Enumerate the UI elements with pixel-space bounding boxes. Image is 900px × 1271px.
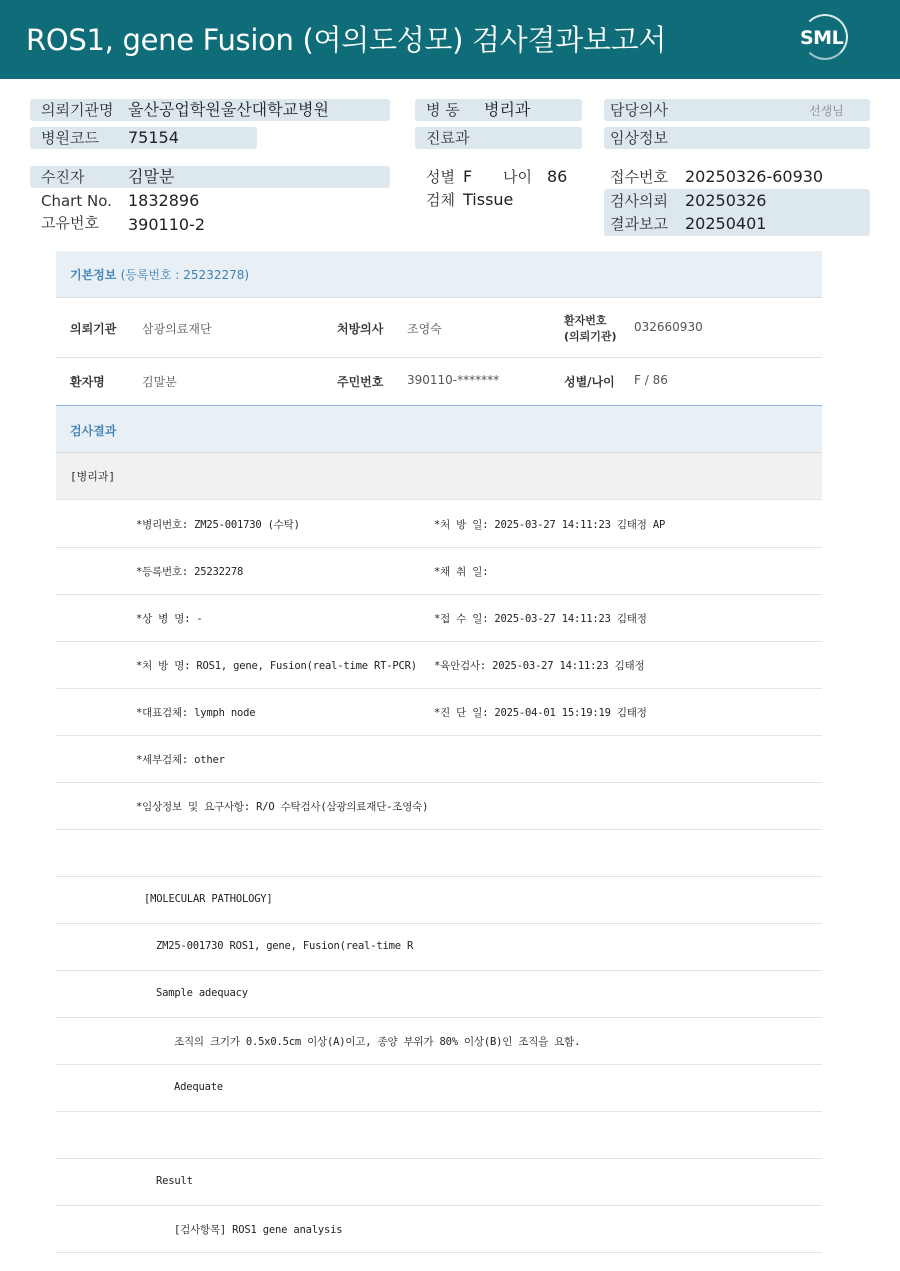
result-row-left: *임상정보 및 요구사항: R/O 수탁검사(삼광의료재단-조영숙) bbox=[136, 801, 429, 813]
result-row bbox=[56, 736, 822, 783]
unique-label: 고유번호 bbox=[41, 214, 99, 232]
clinical-label: 임상정보 bbox=[610, 129, 668, 147]
rrn-value: 390110-******* bbox=[407, 373, 500, 387]
result-row bbox=[56, 642, 822, 689]
result-body-line bbox=[56, 1206, 822, 1253]
result-body-line bbox=[56, 830, 822, 877]
report-panel bbox=[56, 251, 822, 1271]
result-row-left: *처 방 명: ROS1, gene, Fusion(real-time RT-PCR) bbox=[136, 660, 417, 672]
basic-info-row-1 bbox=[56, 298, 822, 358]
result-row bbox=[56, 783, 822, 830]
specimen-label: 검체 bbox=[426, 191, 455, 209]
result-row-right: *채 취 일: bbox=[434, 566, 489, 578]
name-label: 환자명 bbox=[70, 375, 105, 389]
result-body-line bbox=[56, 1065, 822, 1112]
result-row-right: *접 수 일: 2025-03-27 14:11:23 김태정 bbox=[434, 613, 647, 625]
result-body-line bbox=[56, 1018, 822, 1065]
ward-value: 병리과 bbox=[484, 100, 531, 119]
result-row-left: *세부검체: other bbox=[136, 754, 225, 766]
sexage-value: F / 86 bbox=[634, 373, 668, 387]
result-row-left: *대표검체: lymph node bbox=[136, 707, 256, 719]
hospital-code-label: 병원코드 bbox=[41, 129, 99, 147]
result-body-line bbox=[56, 971, 822, 1018]
section-pathology bbox=[56, 453, 822, 500]
results-title: 검사결과 bbox=[70, 424, 117, 438]
report-value: 20250401 bbox=[685, 214, 767, 233]
receipt-value: 20250326-60930 bbox=[685, 167, 824, 186]
result-body-text: Result bbox=[156, 1175, 193, 1187]
doctor-label: 담당의사 bbox=[610, 101, 668, 119]
basic-info-title bbox=[70, 266, 249, 283]
result-body-text: Sample adequacy bbox=[156, 987, 248, 999]
pt-no-value: 032660930 bbox=[634, 320, 703, 334]
chart-value: 1832896 bbox=[128, 191, 200, 210]
sml-logo bbox=[796, 12, 854, 66]
age-label: 나이 bbox=[503, 168, 532, 186]
logo-text: SML bbox=[800, 27, 844, 49]
results-header bbox=[56, 406, 822, 453]
sex-value: F bbox=[463, 167, 473, 186]
basic-info-reg-number: (등록번호 : 25232278) bbox=[120, 268, 250, 282]
result-body-text: 조직의 크기가 0.5x0.5cm 이상(A)이고, 종양 부위가 80% 이상(B)인 조직을 요함. bbox=[174, 1036, 581, 1048]
report-header bbox=[0, 0, 900, 79]
unique-value: 390110-2 bbox=[128, 215, 206, 234]
result-row-left: *등록번호: 25232278 bbox=[136, 566, 244, 578]
result-row-right: *처 방 일: 2025-03-27 14:11:23 김태정 AP bbox=[434, 519, 666, 531]
requesting-org-value: 울산공업학원울산대학교병원 bbox=[128, 100, 329, 119]
department-label: 진료과 bbox=[426, 129, 470, 147]
age-value: 86 bbox=[547, 167, 568, 186]
requesting-org-label: 의뢰기관명 bbox=[41, 101, 114, 119]
receipt-label: 접수번호 bbox=[610, 168, 668, 186]
result-row-left: *병리번호: ZM25-001730 (수탁) bbox=[136, 519, 300, 531]
sex-label: 성별 bbox=[426, 168, 455, 186]
org-label: 의뢰기관 bbox=[70, 322, 117, 336]
prescriber-label: 처방의사 bbox=[337, 322, 384, 336]
hospital-code-value: 75154 bbox=[128, 128, 179, 147]
report-title: ROS1, gene Fusion (여의도성모) 검사결과보고서 bbox=[26, 23, 667, 57]
result-body-line bbox=[56, 924, 822, 971]
result-body-line bbox=[56, 877, 822, 924]
org-value: 삼광의료재단 bbox=[142, 322, 212, 336]
result-row bbox=[56, 595, 822, 642]
basic-info-row-2 bbox=[56, 359, 822, 405]
ward-label: 병 동 bbox=[426, 101, 460, 119]
chart-label: Chart No. bbox=[41, 192, 112, 210]
rrn-label: 주민번호 bbox=[337, 375, 384, 389]
basic-info-title-text: 기본정보 bbox=[70, 268, 117, 282]
result-body-line bbox=[56, 1112, 822, 1159]
request-label: 검사의뢰 bbox=[610, 192, 668, 210]
result-row-right: *진 단 일: 2025-04-01 15:19:19 김태정 bbox=[434, 707, 647, 719]
prescriber-value: 조영숙 bbox=[407, 322, 442, 336]
pt-no-label-2: (의뢰기관) bbox=[564, 330, 617, 343]
result-body-line bbox=[56, 1159, 822, 1206]
specimen-value: Tissue bbox=[463, 190, 514, 209]
result-body-text: [MOLECULAR PATHOLOGY] bbox=[144, 893, 273, 905]
pt-no-label-1: 환자번호 bbox=[564, 314, 607, 327]
result-body-text: Adequate bbox=[174, 1081, 223, 1093]
report-label: 결과보고 bbox=[610, 215, 668, 233]
result-row-right: *육안검사: 2025-03-27 14:11:23 김태정 bbox=[434, 660, 645, 672]
subject-label: 수진자 bbox=[41, 168, 85, 186]
result-row bbox=[56, 689, 822, 736]
name-value: 김말분 bbox=[142, 375, 177, 389]
result-body-text: ZM25-001730 ROS1, gene, Fusion(real-time R bbox=[156, 940, 414, 952]
result-row-left: *상 병 명: - bbox=[136, 613, 203, 625]
result-row bbox=[56, 501, 822, 548]
basic-info-header bbox=[56, 251, 822, 297]
doctor-suffix: 선생님 bbox=[809, 104, 844, 118]
subject-name: 김말분 bbox=[128, 167, 175, 186]
result-row bbox=[56, 548, 822, 595]
section-pathology-label: [병리과] bbox=[70, 470, 116, 483]
sexage-label: 성별/나이 bbox=[564, 375, 615, 389]
result-body-text: [검사항목] ROS1 gene analysis bbox=[174, 1224, 343, 1236]
request-value: 20250326 bbox=[685, 191, 767, 210]
